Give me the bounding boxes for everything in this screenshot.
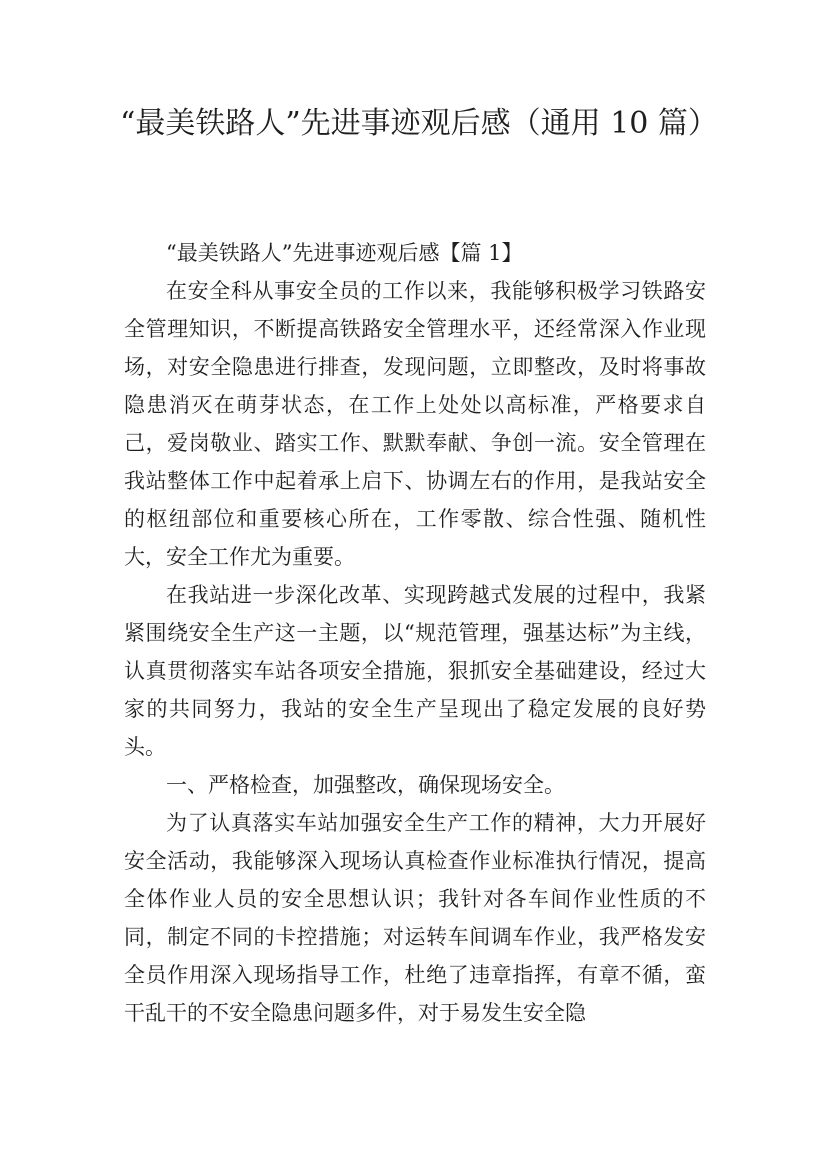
subheading: 一、严格检查，加强整改，确保现场安全。 xyxy=(166,773,565,797)
document-body xyxy=(124,234,706,1032)
section-heading: “最美铁路人”先进事迹观后感【篇 1】 xyxy=(166,241,523,265)
document-title: “最美铁路人”先进事迹观后感（通用 10 篇） xyxy=(120,106,718,141)
paragraph: 为了认真落实车站加强安全生产工作的精神，大力开展好安全活动，我能够深入现场认真检查作业标准执行情况，提高全体作业人员的安全思想认识；我针对各车间作业性质的不同，制定不同的卡控措施；对运转车间调车作业，我严格发安全员作用深入现场指导工作，杜绝了违章指挥，有章不循，蛮干乱干的不安全隐患问题多件，对于易发生安全隐 xyxy=(124,811,706,1025)
paragraph: 在安全科从事安全员的工作以来，我能够积极学习铁路安全管理知识，不断提高铁路安全管理水平，还经常深入作业现场，对安全隐患进行排查，发现问题，立即整改，及时将事故隐患消灭在萌芽状态，在工作上处处以高标准，严格要求自己，爱岗敬业、踏实工作、默默奉献、争创一流。安全管理在我站整体工作中起着承上启下、协调左右的作用，是我站安全的枢纽部位和重要核心所在，工作零散、综合性强、随机性大，安全工作尤为重要。 xyxy=(124,279,706,569)
paragraph: 在我站进一步深化改革、实现跨越式发展的过程中，我紧紧围绕安全生产这一主题，以“规范管理，强基达标”为主线，认真贯彻落实车站各项安全措施，狠抓安全基础建设，经过大家的共同努力，我站的安全生产呈现出了稳定发展的良好势头。 xyxy=(124,583,706,759)
